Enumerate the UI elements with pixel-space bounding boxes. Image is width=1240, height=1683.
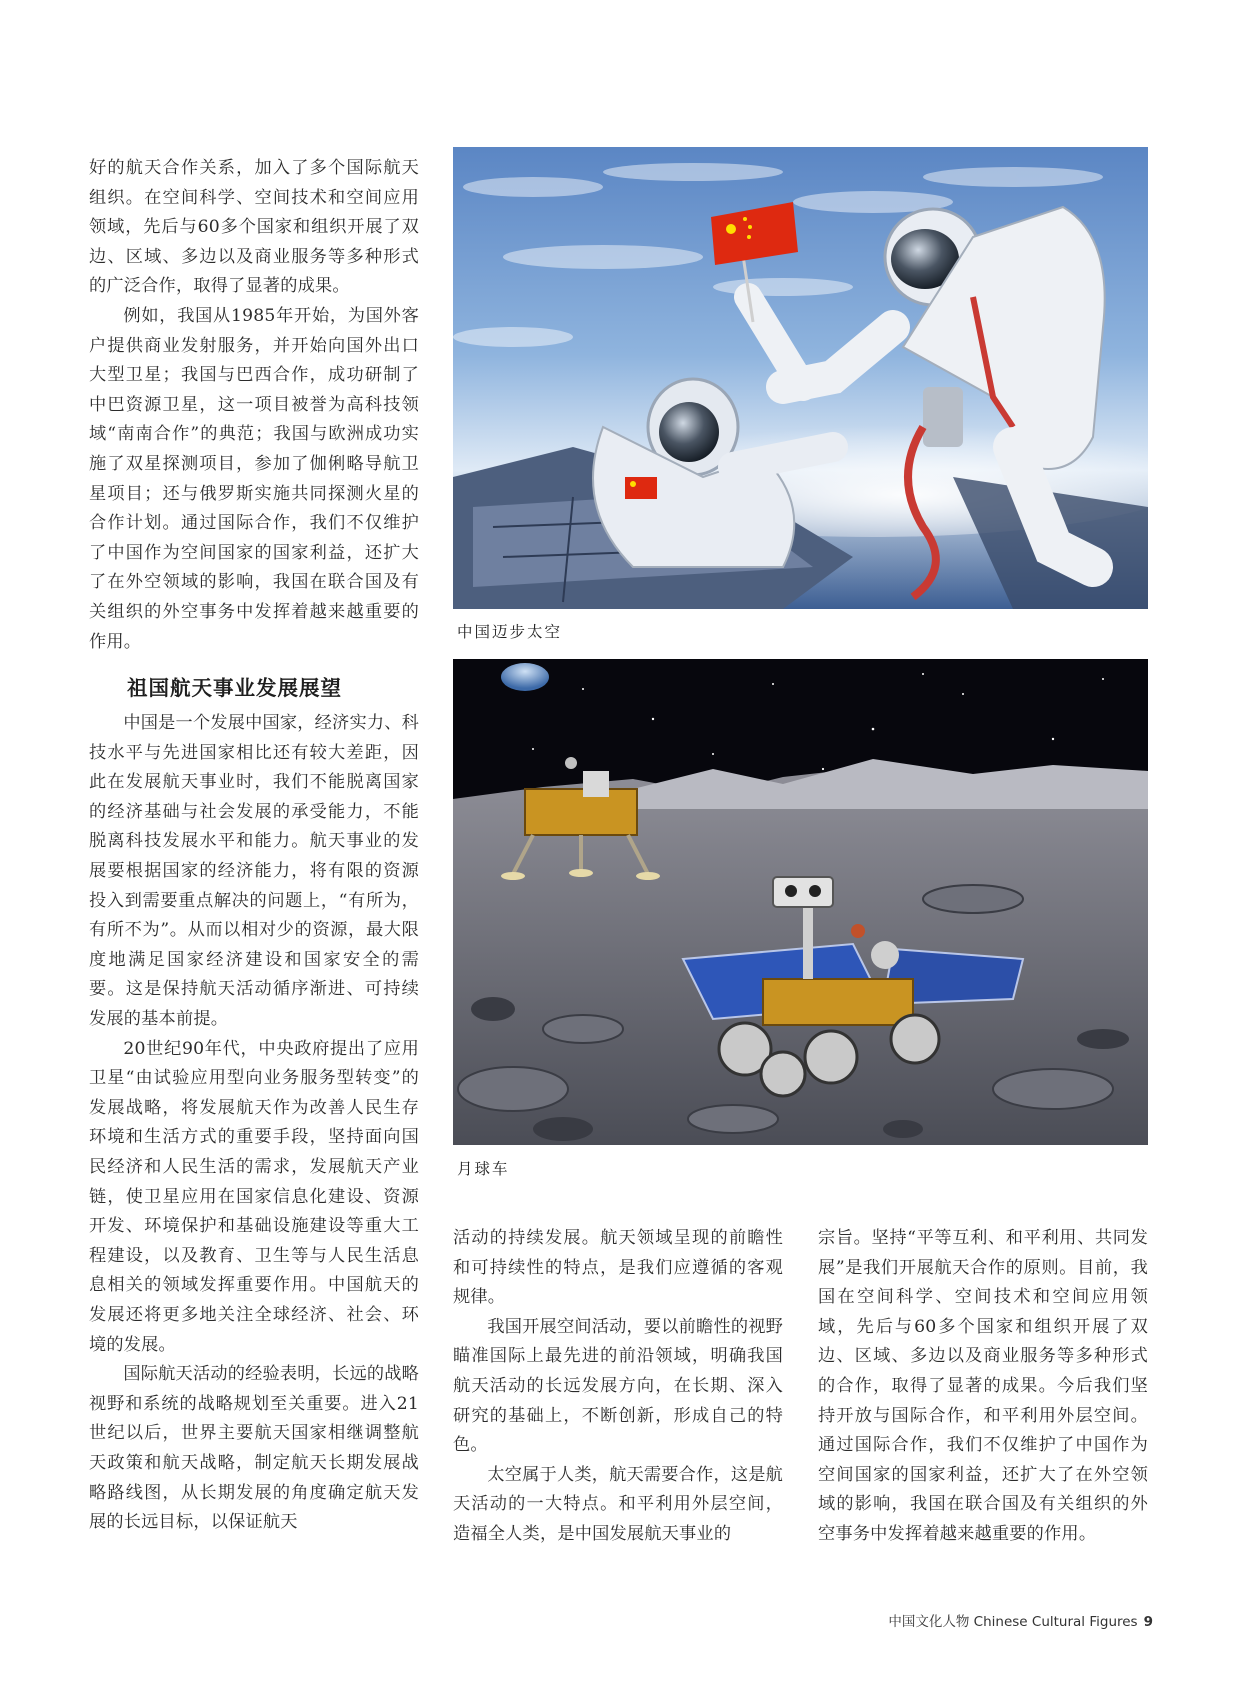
text-column-middle (453, 1224, 783, 1550)
text-column-right (818, 1224, 1148, 1550)
paragraph: 好的航天合作关系，加入了多个国际航天组织。在空间科学、空间技术和空间应用领域，先后与60多个国家和组织开展了双边、区域、多边以及商业服务等多种形式的广泛合作，取得了显著的成果。 (89, 158, 419, 297)
text-column-left (89, 154, 419, 1538)
astronaut-illustration (453, 147, 1148, 609)
paragraph: 国际航天活动的经验表明，长远的战略视野和系统的战略规划至关重要。进入21世纪以后，世界主要航天国家相继调整航天政策和航天战略，制定航天长期发展战略路线图，从长期发展的角度确定航天发展的长远目标，以保证航天 (89, 1364, 419, 1533)
paragraph: 活动的持续发展。航天领域呈现的前瞻性和可持续性的特点，是我们应遵循的客观规律。 (453, 1228, 783, 1308)
figure-caption: 月球车 (457, 1160, 510, 1178)
section-heading: 祖国航天事业发展展望 (127, 676, 342, 701)
lunar-rover-illustration (453, 659, 1148, 1145)
page-footer (888, 1610, 1153, 1630)
paragraph: 我国开展空间活动，要以前瞻性的视野瞄准国际上最先进的前沿领域，明确我国航天活动的长远发展方向，在长期、深入研究的基础上，不断创新，形成自己的特色。 (453, 1316, 783, 1456)
paragraph: 宗旨。坚持“平等互利、和平利用、共同发展”是我们开展航天合作的原则。目前，我国在空间科学、空间技术和空间应用领域，先后与60多个国家和组织开展了双边、区域、多边以及商业服务等多种形式的合作，取得了显著的成果。今后我们坚持开放与国际合作，和平利用外层空间。通过国际合作，我们不仅维护了中国作为空间国家的国家利益，还扩大了在外空领域的影响，我国在联合国及有关组织的外空事务中发挥着越来越重要的作用。 (818, 1228, 1148, 1544)
paragraph: 太空属于人类，航天需要合作，这是航天活动的一大特点。和平利用外层空间，造福全人类，是中国发展航天事业的 (453, 1464, 783, 1544)
paragraph: 20世纪90年代，中央政府提出了应用卫星“由试验应用型向业务服务型转变”的发展战略，将发展航天作为改善人民生存环境和生活方式的重要手段，坚持面向国民经济和人民生活的需求，发展航天产业链，使卫星应用在国家信息化建设、资源开发、环境保护和基础设施建设等重大工程建设，以及教育、卫生等与人民生活息息相关的领域发挥重要作用。中国航天的发展还将更多地关注全球经济、社会、环境的发展。 (89, 1038, 420, 1355)
paragraph: 中国是一个发展中国家，经济实力、科技水平与先进国家相比还有较大差距，因此在发展航天事业时，我们不能脱离国家的经济基础与社会发展的承受能力，不能脱离科技发展水平和能力。航天事业的发展要根据国家的经济能力，将有限的资源投入到需要重点解决的问题上，“有所为，有所不为”。从而以相对少的资源，最大限度地满足国家经济建设和国家安全的需要。这是保持航天活动循序渐进、可持续发展的基本前提。 (89, 713, 419, 1030)
page-number: 9 (1143, 1614, 1153, 1630)
paragraph: 例如，我国从1985年开始，为国外客户提供商业发射服务，并开始向国外出口大型卫星；我国与巴西合作，成功研制了中巴资源卫星，这一项目被誉为高科技领域“南南合作”的典范；我国与欧洲成功实施了双星探测项目，参加了伽俐略导航卫星项目；还与俄罗斯实施共同探测火星的合作计划。通过国际合作，我们不仅维护了中国作为空间国家的国家利益，还扩大了在外空领域的影响，我国在联合国及有关组织的外空事务中发挥着越来越重要的作用。 (89, 305, 419, 652)
publication-name: 中国文化人物 Chinese Cultural Figures (888, 1614, 1138, 1630)
figure-caption: 中国迈步太空 (457, 623, 563, 641)
